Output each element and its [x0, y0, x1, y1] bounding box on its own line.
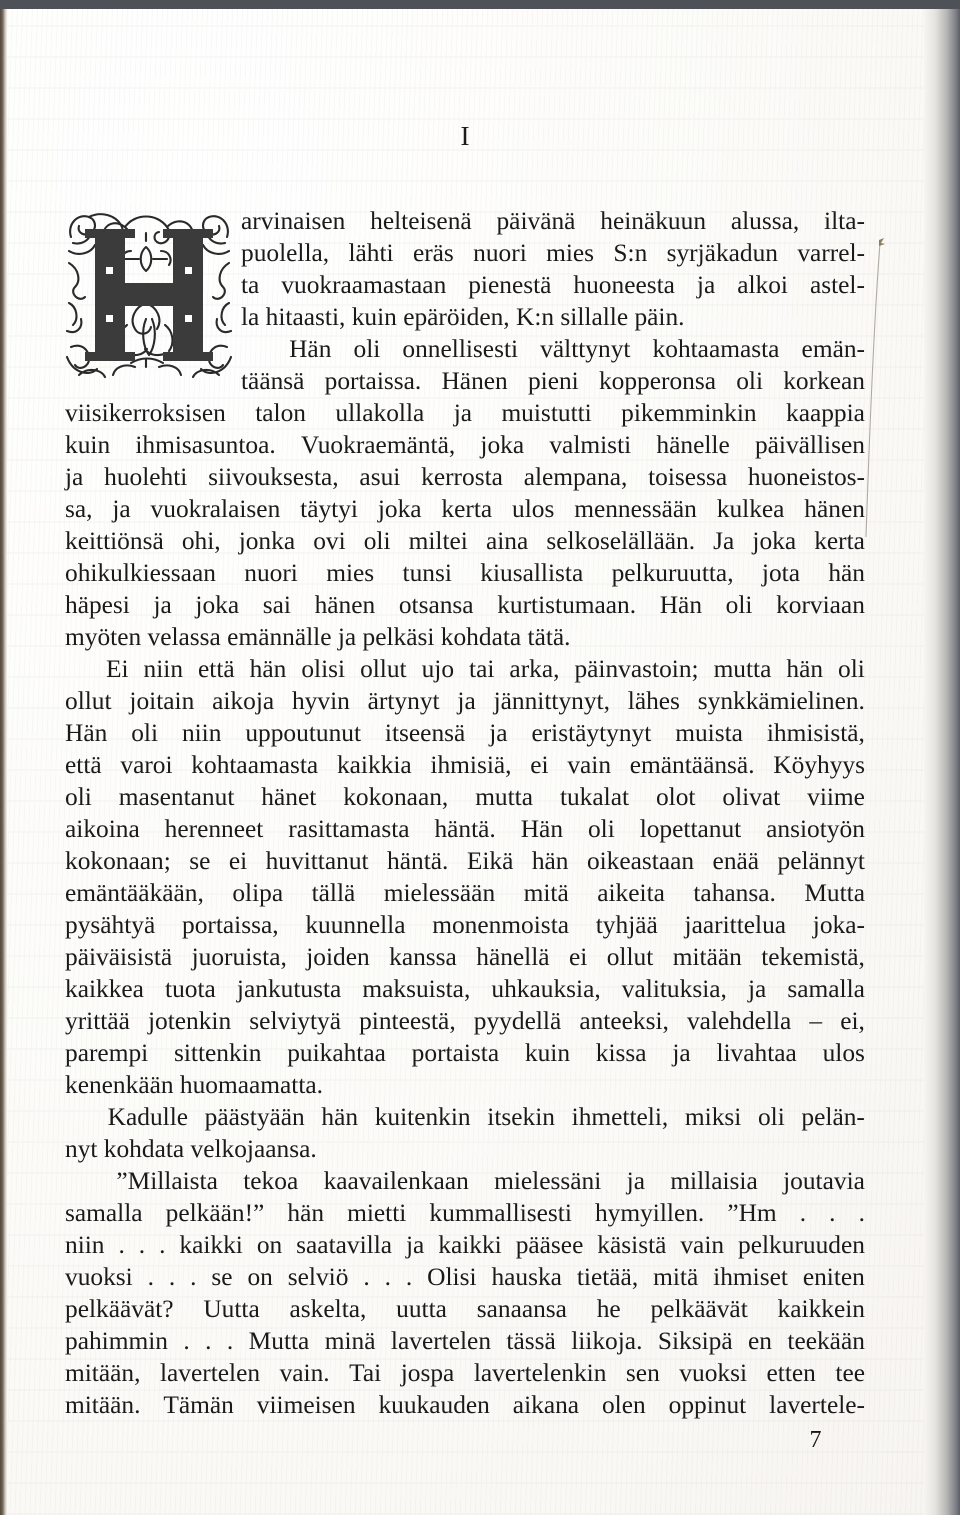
text-line: ”Millaista tekoa kaavailenkaan mielessäni ja millaisia joutavia [116, 1167, 865, 1195]
text-line: niin . . . kaikki on saatavilla ja kaikki pääsee käsistä vain pelkuruuden [65, 1231, 865, 1259]
paragraph-3 [65, 653, 865, 1101]
text-line: viisikerroksisen talon ullakolla ja muistutti pikemminkin kaappia [65, 399, 865, 427]
text-line: mitään, lavertelen vain. Tai jospa lavertelenkin sen vuoksi etten tee [65, 1359, 865, 1387]
text-line: puolella, lähti eräs nuori mies S:n syrjäkadun varrel- [241, 239, 865, 267]
scanner-right-edge [924, 9, 960, 1515]
text-line: kenenkään huomaamatta. [65, 1071, 324, 1099]
text-line: täänsä portaissa. Hänen pieni kopperonsa oli korkean [241, 367, 865, 395]
text-line: kuin ihmisasuntoa. Vuokraemäntä, joka valmisti hänelle päivällisen [65, 431, 865, 459]
chapter-heading: I [460, 121, 471, 151]
body-text-block [65, 205, 865, 1421]
text-line: ta vuokraamastaan pienestä huoneesta ja alkoi astel- [241, 271, 865, 299]
decorative-dropcap-h [65, 207, 233, 379]
text-line: ollut joitain aikoja hyvin ärtynyt ja jännittynyt, lähes synkkämielinen. [65, 687, 865, 715]
paper-surface [7, 9, 924, 1515]
scanner-top-edge [0, 0, 960, 9]
text-line: nyt kohdata velkojaansa. [65, 1135, 317, 1163]
scan-crease-artifact [865, 237, 891, 587]
paragraph-2 [65, 333, 865, 653]
text-line: että varoi kohtaamasta kaikkia ihmisiä, ei vain emäntäänsä. Köyhyys [65, 751, 865, 779]
text-line: Hän oli onnellisesti välttynyt kohtaamasta emän- [289, 335, 865, 363]
text-line: myöten velassa emännälle ja pelkäsi kohdata tätä. [65, 623, 571, 651]
scanner-left-edge [0, 9, 7, 1515]
text-line: yrittää jotenkin selviytyä pinteestä, pyydellä anteeksi, valehdella – ei, [65, 1007, 865, 1035]
text-line: kaikkea tuota jankutusta maksuista, uhkauksia, valituksia, ja samalla [65, 975, 865, 1003]
text-line: la hitaasti, kuin epäröiden, K:n sillalle päin. [241, 303, 685, 331]
text-line: häpesi ja joka sai hänen otsansa kurtistumaan. Hän oli korviaan [65, 591, 865, 619]
text-line: päiväisistä juoruista, joiden kanssa hänellä ei ollut mitään tekemistä, [65, 943, 865, 971]
text-line: keittiönsä ohi, jonka ovi oli miltei aina selkoselällään. Ja joka kerta [65, 527, 865, 555]
text-line: ohikulkiessaan nuori mies tunsi kiusallista pelkuruutta, jota hän [65, 559, 865, 587]
text-line: pelkäävät? Uutta askelta, uutta sanaansa he pelkäävät kaikkein [65, 1295, 865, 1323]
text-line: ja huolehti siivouksesta, asui kerrosta alempana, toisessa huoneistos- [65, 463, 865, 491]
text-line: Ei niin että hän olisi ollut ujo tai arka, päinvastoin; mutta hän oli [105, 655, 865, 683]
text-line: samalla pelkään!” hän mietti kummallisesti hymyillen. ”Hm . . . [65, 1199, 865, 1227]
text-line: sa, ja vuokralaisen täytyi joka kerta ulos mennessään kulkea hänen [65, 495, 865, 523]
text-line: pahimmin . . . Mutta minä lavertelen tässä liikoja. Siksipä en teekään [65, 1327, 865, 1355]
text-line: aikoina herenneet rasittamasta häntä. Hän oli lopettanut ansiotyön [65, 815, 865, 843]
text-line: kokonaan; se ei huvittanut häntä. Eikä hän oikeastaan enää pelännyt [65, 847, 865, 875]
text-line: vuoksi . . . se on selviö . . . Olisi hauska tietää, mitä ihmiset eniten [65, 1263, 865, 1291]
text-line: pysähtyä portaissa, kuunnella monenmoista tyhjää jaarittelua joka- [65, 911, 865, 939]
text-line: oli masentanut hänet kokonaan, mutta tukalat olot olivat viime [65, 783, 865, 811]
text-line: parempi sittenkin puikahtaa portaista kuin kissa ja livahtaa ulos [65, 1039, 865, 1067]
text-line: arvinaisen helteisenä päivänä heinäkuun alussa, ilta- [241, 207, 865, 235]
paragraph-5 [65, 1165, 865, 1421]
text-line: mitään. Tämän viimeisen kuukauden aikana olen oppinut lavertele- [65, 1391, 865, 1419]
paragraph-4 [65, 1101, 865, 1165]
text-line: Hän oli niin uppoutunut itseensä ja eristäytynyt muista ihmisistä, [65, 719, 865, 747]
text-line: emäntääkään, olipa tällä mielessään mitä aikeita tahansa. Mutta [65, 879, 865, 907]
page-number: 7 [809, 1427, 822, 1453]
text-line: Kadulle päästyään hän kuitenkin itsekin ihmetteli, miksi oli pelän- [107, 1103, 865, 1131]
